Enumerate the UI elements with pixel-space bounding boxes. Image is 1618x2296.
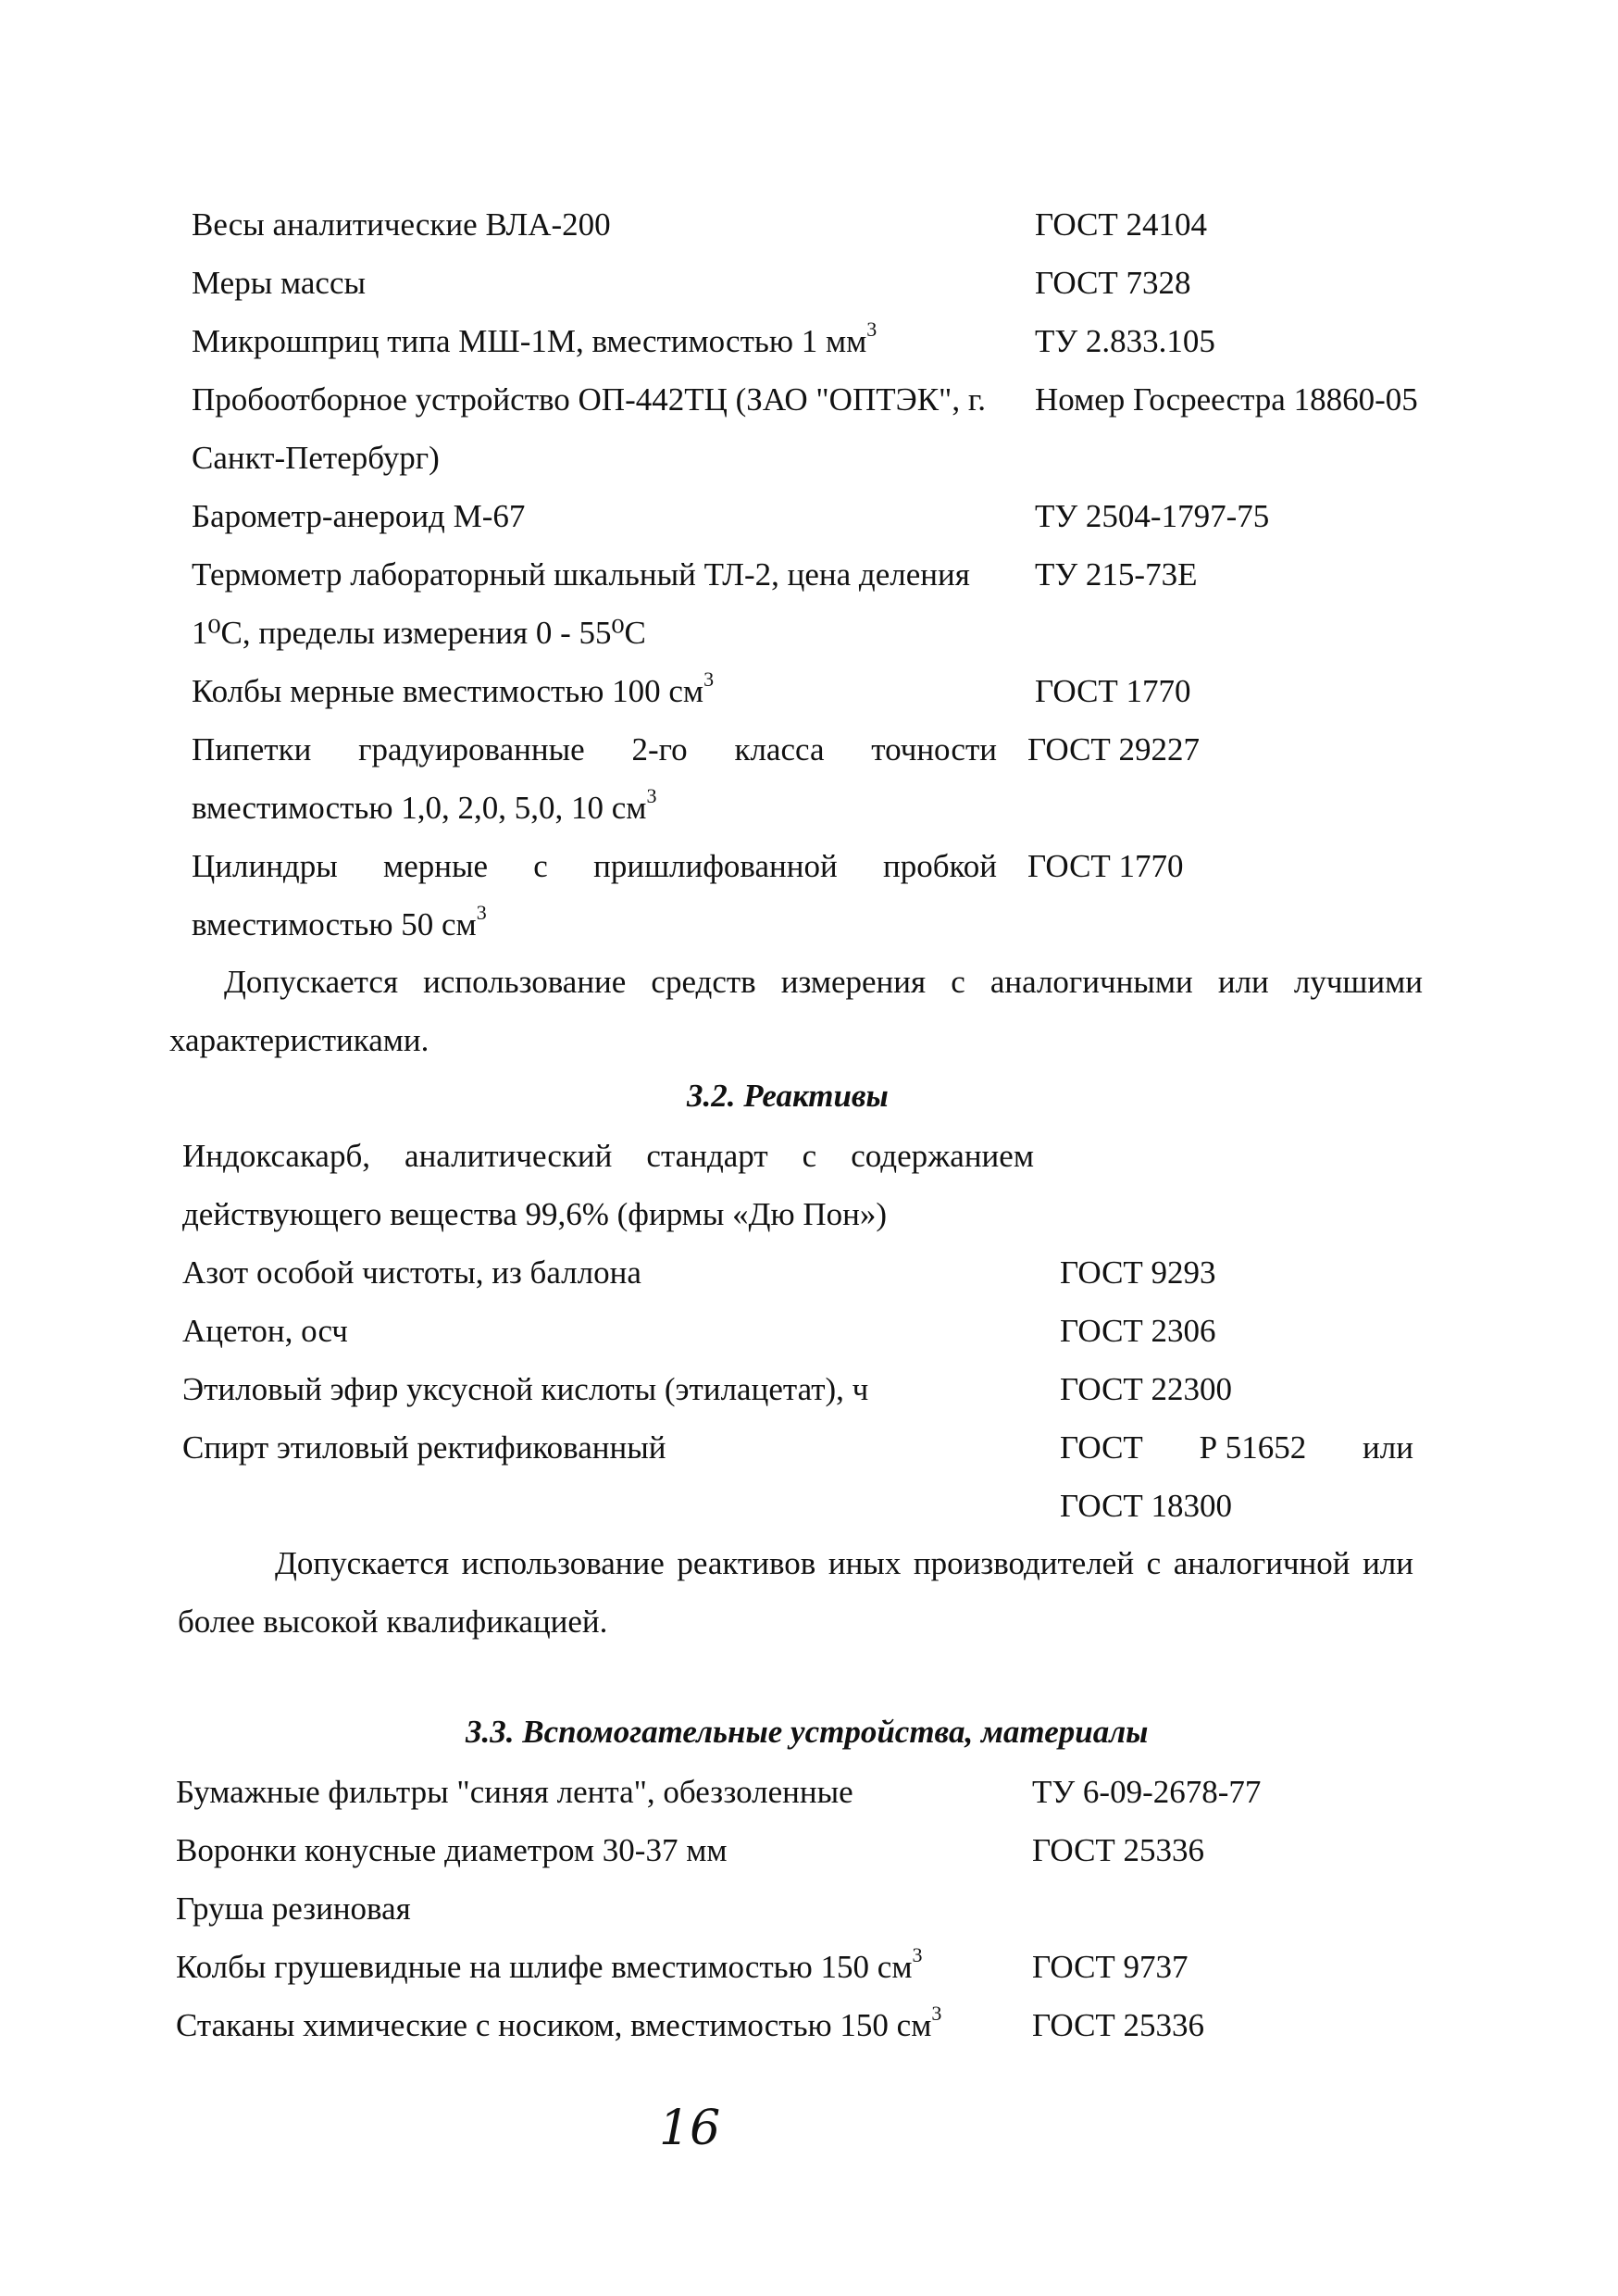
word: 2-го: [631, 731, 688, 767]
word: или: [1363, 1429, 1413, 1466]
list-item-right: ГОСТ 18300: [1060, 1488, 1233, 1524]
list-item-left: вместимостью 50 $см^3$: [192, 901, 487, 942]
list-item-right: ГОСТ 2306: [1060, 1313, 1216, 1349]
list-item-left: Стаканы химические с носиком, вместимостью 150 $см^3$: [176, 2002, 942, 2043]
list-item-left: действующего вещества 99,6% (фирмы «Дю Пон»): [182, 1196, 888, 1232]
list-item-left: Меры массы: [192, 265, 366, 301]
list-item-left: Колбы мерные вместимостью 100 $см^3$: [192, 668, 715, 709]
list-item-left: Воронки конусные диаметром 30-37 мм: [176, 1832, 728, 1868]
section-heading: 3.2. Реактивы: [687, 1078, 889, 1114]
cylinders-line: [192, 847, 997, 886]
list-item-right: ГОСТ 7328: [1035, 265, 1191, 301]
list-item-right: Номер Госреестра 18860-05: [1035, 381, 1418, 418]
note-paragraph: Допускается использование средств измерения с аналогичными или лучшими: [224, 964, 1423, 1000]
list-item-right: ГОСТ 25336: [1032, 2007, 1205, 2043]
list-item-right: ГОСТ 25336: [1032, 1832, 1205, 1868]
word: градуированные: [358, 731, 585, 767]
list-item-right: ГОСТ 29227: [1027, 731, 1201, 767]
section-heading: 3.3. Вспомогательные устройства, материалы: [466, 1714, 1149, 1750]
word: Индоксакарб,: [182, 1138, 371, 1174]
list-item-right: ТУ 2.833.105: [1035, 323, 1215, 359]
list-item-left: Ацетон, осч: [182, 1313, 348, 1349]
list-item-right: ГОСТ 1770: [1027, 848, 1184, 884]
list-item-right: ТУ 215-73Е: [1035, 556, 1198, 593]
note-paragraph-end: более высокой квалификацией.: [178, 1603, 608, 1640]
list-item-right: ГОСТ 9293: [1060, 1254, 1216, 1291]
word: пробкой: [882, 848, 997, 884]
list-item-right: ГОСТ 9737: [1032, 1949, 1189, 1985]
word: класса: [734, 731, 825, 767]
word: Цилиндры: [192, 848, 338, 884]
word: мерные: [383, 848, 489, 884]
list-item-right: ГОСТ 24104: [1035, 206, 1208, 243]
word: пришлифованной: [593, 848, 838, 884]
word: точности: [871, 731, 997, 767]
list-item-left: Термометр лабораторный шкальный ТЛ-2, цена деления: [192, 556, 970, 593]
list-item-right: ГОСТ 22300: [1060, 1371, 1233, 1407]
list-item-left: 1⁰С, пределы измерения 0 - 55⁰С: [192, 615, 646, 651]
list-item-left: Барометр-анероид М-67: [192, 498, 526, 534]
note-paragraph-end: характеристиками.: [169, 1022, 429, 1058]
word: Пипетки: [192, 731, 312, 767]
word: аналитический: [404, 1138, 613, 1174]
list-item-left: Азот особой чистоты, из баллона: [182, 1254, 641, 1291]
list-item-left: Микрошприц типа МШ-1М, вместимостью 1 $мм^3$: [192, 318, 877, 359]
word: содержанием: [851, 1138, 1034, 1174]
list-item-left: Бумажные фильтры "синяя лента", обеззоленные: [176, 1774, 853, 1810]
word: стандарт: [646, 1138, 768, 1174]
page-number: 16: [659, 2101, 721, 2156]
word: с: [802, 1138, 817, 1174]
list-item-left: вместимостью 1,0, 2,0, 5,0, 10 $см^3$: [192, 784, 657, 826]
list-item-left: Колбы грушевидные на шлифе вместимостью 150 $см^3$: [176, 1943, 923, 1985]
pipettes-line: [192, 730, 997, 769]
list-item-right: ТУ 2504-1797-75: [1035, 498, 1270, 534]
list-item-left: Весы аналитические ВЛА-200: [192, 206, 611, 243]
indoxacarb-line: [182, 1137, 1034, 1176]
list-item-right: ГОСТ 1770: [1035, 673, 1191, 709]
list-item-left: Пробоотборное устройство ОП-442ТЦ (ЗАО "ОПТЭК", г.: [192, 381, 986, 418]
list-item-left: Груша резиновая: [176, 1890, 411, 1927]
list-item-left: Спирт этиловый ректификованный: [182, 1429, 666, 1466]
list-item-right: [1060, 1429, 1413, 1467]
word: с: [533, 848, 548, 884]
word: Р 51652: [1199, 1429, 1307, 1466]
note-paragraph: Допускается использование реактивов иных производителей с аналогичной или: [275, 1545, 1413, 1581]
word: ГОСТ: [1060, 1429, 1143, 1466]
list-item-right: ТУ 6-09-2678-77: [1032, 1774, 1262, 1810]
list-item-left: Этиловый эфир уксусной кислоты (этилацетат), ч: [182, 1371, 869, 1407]
list-item-left: Санкт-Петербург): [192, 440, 440, 476]
